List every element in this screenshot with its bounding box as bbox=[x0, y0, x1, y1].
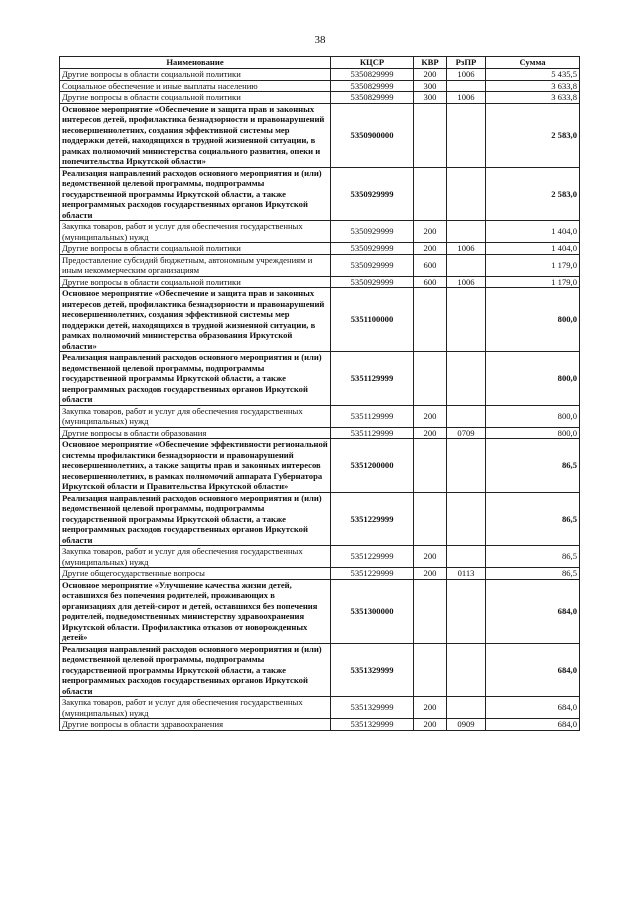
table-row bbox=[60, 719, 580, 731]
row-name-cell: Основное мероприятие «Обеспечение и защита прав и законных интересов детей, профилактика безнадзорности и правонарушений несовершеннолетних, создания эффективной системы мер поддержки детей, находящихся в трудной жизненной ситуации, в рамках полномочий министерства социального развития, опеки и попечительства Иркутской области» bbox=[60, 103, 331, 167]
row-sum-cell: 1 179,0 bbox=[486, 254, 580, 276]
row-kvr-cell: 200 bbox=[414, 405, 447, 427]
row-sum-cell: 86,5 bbox=[486, 568, 580, 580]
table-row bbox=[60, 439, 580, 493]
row-rzpr-cell bbox=[447, 579, 486, 643]
row-kcsr-cell: 5351329999 bbox=[331, 719, 414, 731]
row-name-cell: Закупка товаров, работ и услуг для обеспечения государственных (муниципальных) нужд bbox=[60, 405, 331, 427]
table-row bbox=[60, 568, 580, 580]
row-sum-cell: 684,0 bbox=[486, 643, 580, 697]
row-rzpr-cell: 1006 bbox=[447, 69, 486, 81]
table-row bbox=[60, 288, 580, 352]
row-kvr-cell: 200 bbox=[414, 243, 447, 255]
row-sum-cell: 86,5 bbox=[486, 439, 580, 493]
row-sum-cell: 684,0 bbox=[486, 579, 580, 643]
row-kcsr-cell: 5350829999 bbox=[331, 92, 414, 104]
row-kcsr-cell: 5350829999 bbox=[331, 69, 414, 81]
header-rzpr: РзПР bbox=[447, 57, 486, 69]
row-kcsr-cell: 5351300000 bbox=[331, 579, 414, 643]
row-rzpr-cell bbox=[447, 221, 486, 243]
row-kcsr-cell: 5350929999 bbox=[331, 167, 414, 221]
row-rzpr-cell bbox=[447, 697, 486, 719]
row-name-cell: Реализация направлений расходов основного мероприятия и (или) ведомственной целевой программы, подпрограммы государственной программы Иркутской области, а также непрограммных расходов государственных органов Иркутской области bbox=[60, 492, 331, 546]
table-row bbox=[60, 579, 580, 643]
row-kvr-cell: 200 bbox=[414, 546, 447, 568]
row-rzpr-cell bbox=[447, 492, 486, 546]
row-kcsr-cell: 5350929999 bbox=[331, 243, 414, 255]
row-kvr-cell bbox=[414, 103, 447, 167]
row-kcsr-cell: 5351200000 bbox=[331, 439, 414, 493]
row-rzpr-cell: 1006 bbox=[447, 92, 486, 104]
header-kcsr: КЦСР bbox=[331, 57, 414, 69]
row-name-cell: Реализация направлений расходов основного мероприятия и (или) ведомственной целевой программы, подпрограммы государственной программы Иркутской области, а также непрограммных расходов государственных органов Иркутской области bbox=[60, 167, 331, 221]
row-name-cell: Социальное обеспечение и иные выплаты населению bbox=[60, 80, 331, 92]
row-name-cell: Другие вопросы в области образования bbox=[60, 427, 331, 439]
row-sum-cell: 5 435,5 bbox=[486, 69, 580, 81]
row-kcsr-cell: 5351229999 bbox=[331, 568, 414, 580]
row-name-cell: Другие общегосударственные вопросы bbox=[60, 568, 331, 580]
table-row bbox=[60, 697, 580, 719]
row-rzpr-cell bbox=[447, 288, 486, 352]
row-sum-cell: 800,0 bbox=[486, 405, 580, 427]
row-kvr-cell: 200 bbox=[414, 719, 447, 731]
row-name-cell: Другие вопросы в области социальной политики bbox=[60, 276, 331, 288]
row-kvr-cell: 200 bbox=[414, 697, 447, 719]
row-sum-cell: 2 583,0 bbox=[486, 167, 580, 221]
row-sum-cell: 3 633,8 bbox=[486, 80, 580, 92]
row-name-cell: Закупка товаров, работ и услуг для обеспечения государственных (муниципальных) нужд bbox=[60, 697, 331, 719]
row-rzpr-cell: 0909 bbox=[447, 719, 486, 731]
header-sum: Сумма bbox=[486, 57, 580, 69]
row-sum-cell: 3 633,8 bbox=[486, 92, 580, 104]
row-name-cell: Реализация направлений расходов основного мероприятия и (или) ведомственной целевой программы, подпрограммы государственной программы Иркутской области, а также непрограммных расходов государственных органов Иркутской области bbox=[60, 643, 331, 697]
row-sum-cell: 2 583,0 bbox=[486, 103, 580, 167]
row-kvr-cell bbox=[414, 352, 447, 406]
row-name-cell: Другие вопросы в области социальной политики bbox=[60, 92, 331, 104]
row-sum-cell: 86,5 bbox=[486, 546, 580, 568]
table-row bbox=[60, 427, 580, 439]
budget-table bbox=[59, 56, 580, 731]
row-rzpr-cell bbox=[447, 643, 486, 697]
row-kvr-cell: 200 bbox=[414, 568, 447, 580]
row-kvr-cell: 200 bbox=[414, 221, 447, 243]
row-kvr-cell bbox=[414, 643, 447, 697]
row-kcsr-cell: 5351329999 bbox=[331, 697, 414, 719]
row-rzpr-cell: 0709 bbox=[447, 427, 486, 439]
row-sum-cell: 684,0 bbox=[486, 697, 580, 719]
row-sum-cell: 86,5 bbox=[486, 492, 580, 546]
row-kvr-cell bbox=[414, 167, 447, 221]
row-rzpr-cell bbox=[447, 103, 486, 167]
row-kcsr-cell: 5351129999 bbox=[331, 427, 414, 439]
row-kvr-cell: 200 bbox=[414, 427, 447, 439]
row-name-cell: Основное мероприятие «Обеспечение эффективности региональной системы профилактики безнадзорности и правонарушений несовершеннолетних, а также защиты прав и законных интересов несовершеннолетних, в рамках полномочий аппарата Губернатора Иркутской области и Правительства Иркутской области» bbox=[60, 439, 331, 493]
row-name-cell: Закупка товаров, работ и услуг для обеспечения государственных (муниципальных) нужд bbox=[60, 221, 331, 243]
row-kvr-cell bbox=[414, 579, 447, 643]
row-kvr-cell: 600 bbox=[414, 254, 447, 276]
row-kcsr-cell: 5351229999 bbox=[331, 492, 414, 546]
row-rzpr-cell: 1006 bbox=[447, 243, 486, 255]
row-kcsr-cell: 5351129999 bbox=[331, 352, 414, 406]
row-name-cell: Закупка товаров, работ и услуг для обеспечения государственных (муниципальных) нужд bbox=[60, 546, 331, 568]
row-rzpr-cell bbox=[447, 352, 486, 406]
row-rzpr-cell: 0113 bbox=[447, 568, 486, 580]
table-row bbox=[60, 80, 580, 92]
row-name-cell: Основное мероприятие «Улучшение качества жизни детей, оставшихся без попечения родителей, проживающих в организациях для детей-сирот и детей, оставшихся без попечения родителей, подведомственных министерству здравоохранения Иркутской области. Профилактика отказов от новорожденных детей» bbox=[60, 579, 331, 643]
row-kcsr-cell: 5350900000 bbox=[331, 103, 414, 167]
table-row bbox=[60, 103, 580, 167]
table-row bbox=[60, 643, 580, 697]
table-row bbox=[60, 92, 580, 104]
row-name-cell: Другие вопросы в области социальной политики bbox=[60, 243, 331, 255]
row-rzpr-cell bbox=[447, 546, 486, 568]
row-sum-cell: 800,0 bbox=[486, 352, 580, 406]
table-header-row bbox=[60, 57, 580, 69]
row-kvr-cell bbox=[414, 439, 447, 493]
table-row bbox=[60, 492, 580, 546]
table-row bbox=[60, 546, 580, 568]
table-row bbox=[60, 254, 580, 276]
row-name-cell: Реализация направлений расходов основного мероприятия и (или) ведомственной целевой программы, подпрограммы государственной программы Иркутской области, а также непрограммных расходов государственных органов Иркутской области bbox=[60, 352, 331, 406]
row-kcsr-cell: 5350929999 bbox=[331, 221, 414, 243]
header-kvr: КВР bbox=[414, 57, 447, 69]
row-kcsr-cell: 5351229999 bbox=[331, 546, 414, 568]
row-kcsr-cell: 5350929999 bbox=[331, 276, 414, 288]
row-kcsr-cell: 5350929999 bbox=[331, 254, 414, 276]
row-name-cell: Другие вопросы в области социальной политики bbox=[60, 69, 331, 81]
row-sum-cell: 800,0 bbox=[486, 288, 580, 352]
row-rzpr-cell bbox=[447, 254, 486, 276]
row-sum-cell: 1 404,0 bbox=[486, 221, 580, 243]
table-row bbox=[60, 69, 580, 81]
row-kcsr-cell: 5351100000 bbox=[331, 288, 414, 352]
row-sum-cell: 1 404,0 bbox=[486, 243, 580, 255]
header-name: Наименование bbox=[60, 57, 331, 69]
row-kvr-cell: 600 bbox=[414, 276, 447, 288]
row-sum-cell: 800,0 bbox=[486, 427, 580, 439]
table-row bbox=[60, 276, 580, 288]
row-name-cell: Предоставление субсидий бюджетным, автономным учреждениям и иным некоммерческим организациям bbox=[60, 254, 331, 276]
row-kvr-cell: 300 bbox=[414, 92, 447, 104]
row-kcsr-cell: 5350829999 bbox=[331, 80, 414, 92]
row-kvr-cell: 200 bbox=[414, 69, 447, 81]
row-rzpr-cell bbox=[447, 80, 486, 92]
row-rzpr-cell bbox=[447, 439, 486, 493]
row-sum-cell: 1 179,0 bbox=[486, 276, 580, 288]
row-kvr-cell: 300 bbox=[414, 80, 447, 92]
row-rzpr-cell: 1006 bbox=[447, 276, 486, 288]
row-kvr-cell bbox=[414, 288, 447, 352]
table-row bbox=[60, 405, 580, 427]
row-name-cell: Другие вопросы в области здравоохранения bbox=[60, 719, 331, 731]
table-row bbox=[60, 243, 580, 255]
row-kcsr-cell: 5351129999 bbox=[331, 405, 414, 427]
page-number: 38 bbox=[314, 34, 326, 46]
table-row bbox=[60, 167, 580, 221]
row-sum-cell: 684,0 bbox=[486, 719, 580, 731]
row-rzpr-cell bbox=[447, 405, 486, 427]
row-kcsr-cell: 5351329999 bbox=[331, 643, 414, 697]
table-row bbox=[60, 352, 580, 406]
table-row bbox=[60, 221, 580, 243]
row-kvr-cell bbox=[414, 492, 447, 546]
row-rzpr-cell bbox=[447, 167, 486, 221]
table-body bbox=[60, 69, 580, 731]
row-name-cell: Основное мероприятие «Обеспечение и защита прав и законных интересов детей, профилактика безнадзорности и правонарушений несовершеннолетних, создания эффективной системы мер поддержки детей, находящихся в трудной жизненной ситуации, в рамках полномочий министерства образования Иркутской области» bbox=[60, 288, 331, 352]
